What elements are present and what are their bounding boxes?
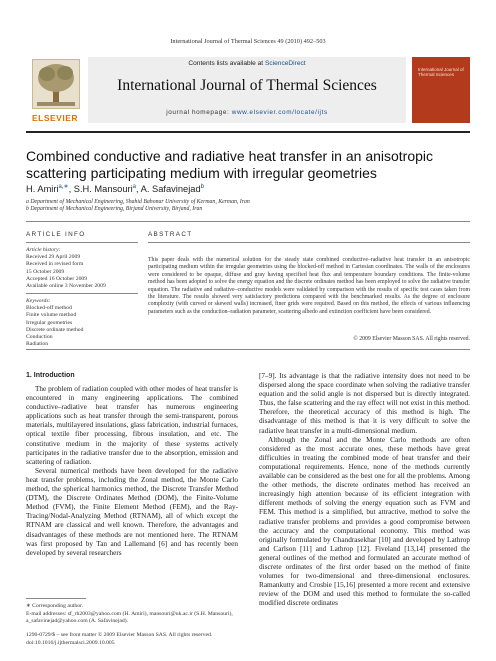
sciencedirect-link[interactable]: ScienceDirect <box>264 60 306 67</box>
journal-cover-thumbnail[interactable] <box>412 57 470 123</box>
affiliation-divider <box>26 221 470 222</box>
homepage-link[interactable]: www.elsevier.com/locate/ijts <box>231 109 328 116</box>
journal-info-box <box>88 57 406 123</box>
paragraph: [7–9]. Its advantage is that the radiative intensity does not need to be dispersed along the space coordinate when solving the radiative transfer equation and the solid angle is not dispersed but is directly integrated. Thus, the false scattering and the ray effect will not exist in this method. Therefore, the theoretical accuracy of this method is high. The disadvantage of this method is that it is very difficult to solve the radiative heat transfer in a multi-dimensional medium. <box>259 372 470 435</box>
history-label: Article history: <box>26 247 61 253</box>
article-title: Combined conductive and radiative heat transfer in an anisotropic scattering participating medium with irregular geometries <box>26 148 434 181</box>
header-divider <box>26 131 470 133</box>
author-affiliation-mark[interactable]: a <box>132 184 136 190</box>
affiliation: a Department of Mechanical Engineering, Shahid Bahonar University of Kerman, Kerman, Iran <box>26 199 250 205</box>
article-history <box>26 247 126 290</box>
author-separator: , <box>68 184 74 195</box>
author-name[interactable]: S.H. Mansouri <box>73 184 133 195</box>
homepage-prefix: journal homepage: <box>166 109 232 116</box>
publisher-name: ELSEVIER <box>31 113 79 123</box>
history-item: Available online 3 November 2009 <box>26 283 106 290</box>
journal-homepage <box>88 109 406 116</box>
journal-masthead <box>26 57 470 125</box>
paragraph: Several numerical methods have been developed for the radiative heat transfer problems, including the Zonal method, the Monte Carlo method, the spherical harmonics method, the Discrete Transfer Method (DTM), the Discrete Ordinates Method (DOM), the Finite-Volume Method (FVM), the Finite Element Method (FEM), and the Ray-Tracing/Nodal-Analyzing Method (RTNAM), all of which except the RTNAM are classical and well known. Therefore, the advantages and disadvantages of these methods are not mentioned here. The RTNAM was first proposed by Tan and Lallemand [6] and has recently been developed by several researchers <box>26 466 238 557</box>
keyword: Blocked-off method <box>26 305 72 312</box>
abstract-heading: ABSTRACT <box>148 231 193 238</box>
left-column <box>26 385 238 558</box>
author-affiliation-mark[interactable]: b <box>200 184 204 190</box>
doi-link[interactable]: doi:10.1016/j.ijthermalsci.2009.10.005 <box>26 640 115 646</box>
abstract-bottom-divider <box>26 349 470 350</box>
footnote-corresponding: ∗ Corresponding author. <box>26 603 84 609</box>
journal-title: International Journal of Thermal Sciences <box>117 77 377 94</box>
elsevier-logo[interactable] <box>26 57 84 123</box>
article-info-heading: ARTICLE INFO <box>26 231 86 238</box>
contents-line <box>88 60 406 67</box>
copyright-notice: © 2009 Elsevier Masson SAS. All rights reserved. <box>353 336 470 342</box>
article-info-divider <box>26 242 138 243</box>
elsevier-tree-icon <box>32 59 80 109</box>
keywords-divider <box>26 293 138 294</box>
section-heading: 1. Introduction <box>26 372 75 379</box>
history-item: Received 29 April 2009 <box>26 254 81 261</box>
issn-line: 1290-0729/$ – see front matter © 2009 Elsevier Masson SAS. All rights reserved. <box>26 632 213 638</box>
history-item: Received in revised form <box>26 261 84 268</box>
keywords <box>26 298 126 348</box>
footnote-divider <box>26 598 86 599</box>
paragraph: The problem of radiation coupled with other modes of heat transfer is encountered in many engineering applications. The combined conductive–radiative heat transfer has numerous engineering applications such as heat transfer through the semi-transparent, porous materials, multilayered insulations, glass fabrication, industrial furnaces, optical textile fiber processing, fibrous insulation, and etc. The constitutive medium in the majority of these systems actively participates in the radiative transfer due to the absorption, emission and scattering of radiation. <box>26 385 238 466</box>
affiliation: b Department of Mechanical Engineering, Birjand University, Birjand, Iran <box>26 206 203 212</box>
author-affiliation-mark[interactable]: a,∗ <box>58 184 69 190</box>
right-column <box>259 372 470 608</box>
author-name[interactable]: A. Safavinejad <box>140 184 201 195</box>
history-item: 15 October 2009 <box>26 268 65 275</box>
keyword: Irregular geometries <box>26 319 73 326</box>
author-name[interactable]: H. Amiri <box>26 184 59 195</box>
footnote-email[interactable]: E-mail addresses: sf_rh2003@yahoo.com (H. Amiri), mansouri@uk.ac.ir (S.H. Mansouri), a_safavinejad@yahoo.com (A. Safavinejad). <box>26 611 233 625</box>
keyword: Finite volume method <box>26 312 77 319</box>
cover-title: International Journal of Thermal Sciences <box>418 67 464 78</box>
abstract-text: This paper deals with the numerical solution for the steady state combined conductive–radiative heat transfer in an anisotropic participating medium within the irregular geometries using the blocked-off method in Cartesian coordinates. The walls of the enclosures were considered to be opaque, diffuse and gray having specified heat flux and temperature boundary conditions. The finite-volume method has been adopted to solve the energy equation and the discrete ordinates method has been employed to solve the radiative transfer equation. The radiative and radiative–conductive models were validated by comparison with the results of specific test cases taken from the literature. The results showed very satisfactory predictions compared with the benchmarked results. As the degree of enclosure complexity (with curved or skewed walls) increased, finer grids were required. Based on this method, the effects of various influencing parameters such as the conduction–radiation parameter, scattering albedo and extinction coefficient have been considered. <box>148 257 470 315</box>
abstract-divider <box>148 242 470 243</box>
keyword: Discrete ordinate method <box>26 326 84 333</box>
paragraph: Although the Zonal and the Monte Carlo methods are often considered as the most accurate ones, these methods have great difficulties in treating the combined mode of heat transfer and their computational requirements. Hence, none of the methods currently available can be considered as the best one for all the problems. Among the other methods, the discrete ordinates method has received an increasingly high attention because of its efficient integration with different methods of solving the energy equation such as FVM and FEM. This method is a simplified, but attractive, method to solve the radiative transfer problems and provides a good compromise between the accuracy and the computational economy. This method was originally formulated by Chandrasekhar [10] and developed by Lathrop and Carlson [11] and Lathrop [12]. Fiveland [13,14] presented the general outlines of the method and formulated an accurate method of discrete ordinates of the first order based on the method of finite volumes for two-dimensional and three-dimensional enclosures. Ramankutty and Crosbie [15,16] presented a more recent and extensive review of the DOM and used this method to formulate the so-called modified discrete ordinates <box>259 435 470 608</box>
journal-reference: International Journal of Thermal Sciences 49 (2010) 492–503 <box>170 38 326 45</box>
author-list <box>26 183 470 194</box>
history-item: Accepted 16 October 2009 <box>26 275 88 282</box>
contents-prefix: Contents lists available at <box>188 60 265 67</box>
keyword: Radiation <box>26 341 49 348</box>
keyword: Conduction <box>26 334 53 341</box>
author-separator: , <box>136 184 141 195</box>
keywords-label: Keywords: <box>26 298 51 304</box>
